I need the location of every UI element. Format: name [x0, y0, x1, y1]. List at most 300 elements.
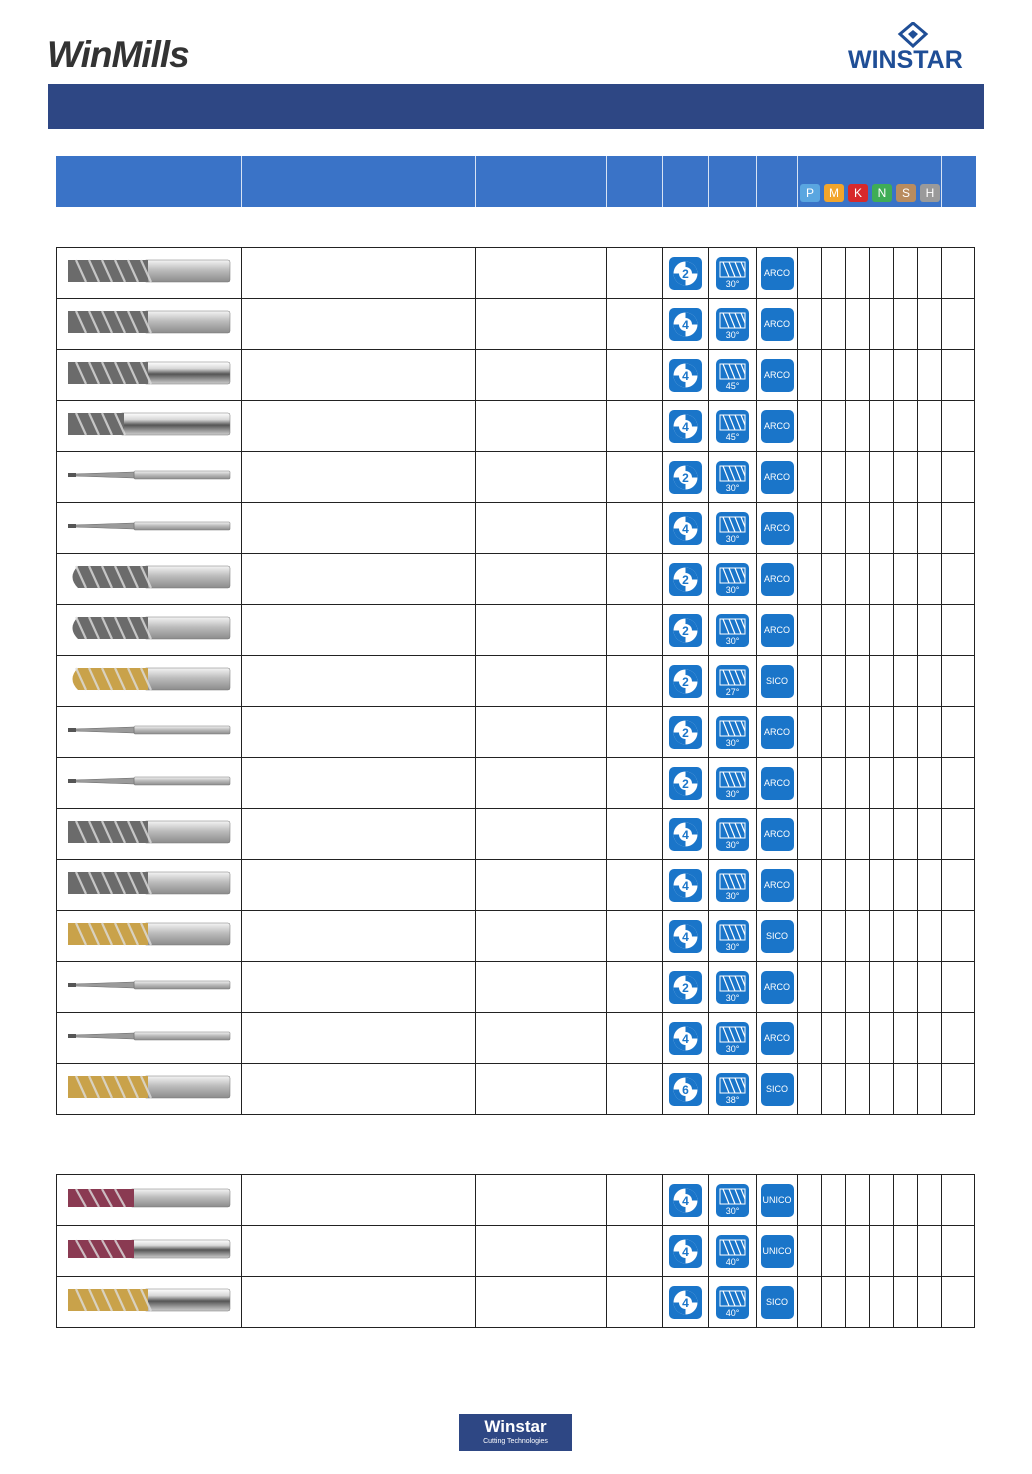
flute-cell [663, 1064, 709, 1115]
product-row [57, 248, 975, 299]
table-cell [607, 656, 663, 707]
table-cell [918, 860, 942, 911]
table-cell [894, 1175, 918, 1226]
flute-cell [663, 1277, 709, 1328]
table-cell [242, 248, 476, 299]
table-cell [894, 1277, 918, 1328]
table-cell [942, 1277, 975, 1328]
table-cell [846, 401, 870, 452]
table-cell [242, 860, 476, 911]
coating-label: ARCO [763, 624, 790, 635]
table-cell [476, 554, 607, 605]
table-cell [242, 1013, 476, 1064]
flute-count-icon [669, 257, 702, 290]
table-cell [846, 1226, 870, 1277]
coating-icon [761, 767, 794, 800]
table-cell [476, 1277, 607, 1328]
coating-icon [761, 257, 794, 290]
tool-image [57, 605, 242, 656]
product-row [57, 860, 975, 911]
table-cell [822, 860, 846, 911]
coating-label: ARCO [763, 981, 790, 992]
table-cell [798, 1013, 822, 1064]
flute-cell [663, 452, 709, 503]
table-cell [894, 503, 918, 554]
table-cell [846, 452, 870, 503]
flute-count: 2 [682, 470, 689, 485]
table-cell [918, 707, 942, 758]
coating-cell [757, 1175, 798, 1226]
table-cell [242, 1277, 476, 1328]
helix-angle-icon [716, 359, 749, 392]
flute-cell [663, 605, 709, 656]
product-row [57, 299, 975, 350]
product-row [57, 911, 975, 962]
flute-count-icon [669, 461, 702, 494]
coating-cell [757, 452, 798, 503]
table-cell [242, 1175, 476, 1226]
flute-cell [663, 962, 709, 1013]
table-cell [918, 656, 942, 707]
flute-cell [663, 554, 709, 605]
table-cell [822, 1064, 846, 1115]
table-cell [870, 503, 894, 554]
helix-angle: 30° [725, 584, 740, 595]
helix-angle-icon [716, 971, 749, 1004]
flute-count: 2 [682, 572, 689, 587]
table-cell [846, 707, 870, 758]
table-cell [894, 911, 918, 962]
table-cell [476, 248, 607, 299]
helix-cell [709, 350, 757, 401]
coating-icon [761, 716, 794, 749]
table-cell [476, 401, 607, 452]
flute-count-icon [669, 410, 702, 443]
tool-image [57, 452, 242, 503]
helix-angle: 30° [725, 329, 740, 340]
table-cell [242, 503, 476, 554]
product-row [57, 350, 975, 401]
coating-cell [757, 554, 798, 605]
table-cell [894, 299, 918, 350]
table-cell [942, 1064, 975, 1115]
coating-cell [757, 248, 798, 299]
table-cell [918, 809, 942, 860]
table-cell [798, 401, 822, 452]
coating-cell [757, 1064, 798, 1115]
table-cell [942, 1226, 975, 1277]
flute-count: 4 [682, 1295, 689, 1310]
table-cell [822, 1175, 846, 1226]
product-row [57, 809, 975, 860]
coating-cell [757, 809, 798, 860]
helix-cell [709, 1226, 757, 1277]
helix-angle-icon [716, 257, 749, 290]
flute-count: 4 [682, 1193, 689, 1208]
table-cell [870, 1013, 894, 1064]
helix-angle: 30° [725, 1205, 740, 1216]
tool-image [57, 503, 242, 554]
product-row [57, 758, 975, 809]
table-cell [476, 656, 607, 707]
table-cell [918, 452, 942, 503]
table-cell [242, 401, 476, 452]
flute-count-icon [669, 614, 702, 647]
helix-angle: 30° [725, 839, 740, 850]
table-cell [476, 503, 607, 554]
table-cell [798, 605, 822, 656]
helix-angle-icon [716, 767, 749, 800]
helix-angle-icon [716, 1022, 749, 1055]
table-cell [242, 452, 476, 503]
table-cell [607, 1064, 663, 1115]
helix-cell [709, 809, 757, 860]
table-cell [822, 962, 846, 1013]
flute-cell [663, 503, 709, 554]
table-cell [870, 707, 894, 758]
table-cell [242, 1064, 476, 1115]
coating-label: SICO [765, 1083, 788, 1094]
table-cell [798, 758, 822, 809]
table-cell [798, 809, 822, 860]
table-cell [870, 758, 894, 809]
table-cell [822, 503, 846, 554]
table-cell [870, 452, 894, 503]
table-cell [822, 809, 846, 860]
coating-icon [761, 563, 794, 596]
helix-cell [709, 503, 757, 554]
flute-count: 4 [682, 317, 689, 332]
table-cell [822, 452, 846, 503]
flute-count-icon [669, 1073, 702, 1106]
table-cell [918, 605, 942, 656]
helix-angle-icon [716, 920, 749, 953]
table-cell [846, 1013, 870, 1064]
table-cell [918, 1226, 942, 1277]
table-cell [918, 350, 942, 401]
table-cell [822, 401, 846, 452]
table-cell [798, 350, 822, 401]
coating-icon [761, 1184, 794, 1217]
flute-count-icon [669, 1235, 702, 1268]
table-cell [242, 911, 476, 962]
material-badge-k: K [848, 184, 868, 202]
table-cell [846, 554, 870, 605]
helix-cell [709, 605, 757, 656]
table-cell [242, 554, 476, 605]
table-cell [894, 758, 918, 809]
tool-image [57, 248, 242, 299]
coating-icon [761, 1073, 794, 1106]
table-cell [822, 911, 846, 962]
coating-icon [761, 1286, 794, 1319]
flute-count-icon [669, 971, 702, 1004]
table-cell [846, 248, 870, 299]
table-cell [846, 1064, 870, 1115]
table-cell [870, 1277, 894, 1328]
table-cell [822, 554, 846, 605]
helix-cell [709, 911, 757, 962]
product-row [57, 1277, 975, 1328]
table-cell [942, 248, 975, 299]
coating-label: ARCO [763, 318, 790, 329]
table-cell [607, 401, 663, 452]
helix-angle: 30° [725, 992, 740, 1003]
helix-angle-icon [716, 410, 749, 443]
coating-icon [761, 308, 794, 341]
table-cell [798, 1226, 822, 1277]
helix-angle-icon [716, 1184, 749, 1217]
table-cell [476, 707, 607, 758]
helix-cell [709, 656, 757, 707]
table-cell [607, 350, 663, 401]
table-cell [798, 248, 822, 299]
table-cell [822, 1277, 846, 1328]
table-cell [942, 707, 975, 758]
table-cell [607, 809, 663, 860]
helix-angle: 30° [725, 890, 740, 901]
helix-angle-icon [716, 461, 749, 494]
table-cell [846, 1175, 870, 1226]
table-cell [942, 299, 975, 350]
coating-icon [761, 665, 794, 698]
coating-label: ARCO [763, 471, 790, 482]
helix-cell [709, 962, 757, 1013]
table-cell [870, 1175, 894, 1226]
table-cell [918, 962, 942, 1013]
flute-count-icon [669, 869, 702, 902]
flute-count: 2 [682, 623, 689, 638]
flute-count-icon [669, 359, 702, 392]
helix-angle: 40° [725, 1256, 740, 1267]
coating-cell [757, 1277, 798, 1328]
footer-subtitle: Cutting Technologies [483, 1438, 548, 1445]
helix-cell [709, 1013, 757, 1064]
table-cell [476, 1226, 607, 1277]
table-cell [918, 911, 942, 962]
table-cell [894, 605, 918, 656]
helix-cell [709, 860, 757, 911]
table-cell [822, 758, 846, 809]
tool-image [57, 554, 242, 605]
flute-count-icon [669, 1184, 702, 1217]
table-cell [870, 554, 894, 605]
tool-image [57, 707, 242, 758]
table-cell [894, 1064, 918, 1115]
coating-icon [761, 1235, 794, 1268]
table-cell [870, 809, 894, 860]
table-cell [942, 605, 975, 656]
coating-icon [761, 818, 794, 851]
coating-icon [761, 359, 794, 392]
table-cell [870, 962, 894, 1013]
table-cell [798, 554, 822, 605]
flute-count-icon [669, 716, 702, 749]
coating-label: ARCO [763, 267, 790, 278]
table-cell [822, 248, 846, 299]
tool-image [57, 656, 242, 707]
table-cell [870, 656, 894, 707]
table-cell [607, 911, 663, 962]
table-cell [870, 350, 894, 401]
table-cell [870, 1226, 894, 1277]
product-row [57, 503, 975, 554]
table-cell [242, 962, 476, 1013]
table-cell [607, 452, 663, 503]
coating-icon [761, 920, 794, 953]
coating-label: UNICO [762, 1245, 792, 1256]
tool-image [57, 809, 242, 860]
table-cell [798, 707, 822, 758]
table-cell [870, 860, 894, 911]
table-cell [607, 860, 663, 911]
product-row [57, 962, 975, 1013]
flute-cell [663, 1175, 709, 1226]
flute-count: 4 [682, 1031, 689, 1046]
product-table-2 [56, 1174, 975, 1328]
helix-cell [709, 452, 757, 503]
flute-count: 4 [682, 521, 689, 536]
table-cell [918, 1064, 942, 1115]
table-cell [607, 605, 663, 656]
table-cell [918, 401, 942, 452]
table-cell [242, 605, 476, 656]
table-cell [918, 1277, 942, 1328]
tool-image [57, 860, 242, 911]
table-cell [242, 707, 476, 758]
table-cell [822, 350, 846, 401]
coating-cell [757, 1013, 798, 1064]
table-cell [607, 1175, 663, 1226]
table-cell [894, 350, 918, 401]
tool-image [57, 299, 242, 350]
table-cell [894, 962, 918, 1013]
coating-cell [757, 605, 798, 656]
helix-angle-icon [716, 665, 749, 698]
product-row [57, 554, 975, 605]
flute-count: 2 [682, 674, 689, 689]
flute-cell [663, 707, 709, 758]
diamond-logo-icon [896, 22, 930, 48]
coating-label: ARCO [763, 777, 790, 788]
flute-cell [663, 1226, 709, 1277]
table-cell [942, 656, 975, 707]
table-cell [607, 1013, 663, 1064]
table-cell [798, 656, 822, 707]
helix-angle: 27° [725, 686, 740, 697]
table-cell [918, 1013, 942, 1064]
table-cell [798, 1277, 822, 1328]
coating-label: ARCO [763, 726, 790, 737]
table-cell [894, 452, 918, 503]
coating-cell [757, 503, 798, 554]
product-row [57, 605, 975, 656]
tool-image [57, 401, 242, 452]
flute-cell [663, 860, 709, 911]
product-row [57, 401, 975, 452]
table-cell [918, 1175, 942, 1226]
coating-icon [761, 410, 794, 443]
coating-cell [757, 656, 798, 707]
table-cell [942, 1013, 975, 1064]
table-cell [798, 1064, 822, 1115]
coating-label: SICO [765, 1296, 788, 1307]
helix-cell [709, 299, 757, 350]
material-badge-n: N [872, 184, 892, 202]
product-row [57, 1013, 975, 1064]
table-cell [476, 758, 607, 809]
flute-cell [663, 656, 709, 707]
coating-label: ARCO [763, 828, 790, 839]
flute-cell [663, 401, 709, 452]
coating-label: SICO [765, 675, 788, 686]
helix-cell [709, 758, 757, 809]
coating-label: UNICO [762, 1194, 792, 1205]
table-cell [894, 860, 918, 911]
flute-count: 4 [682, 929, 689, 944]
table-cell [607, 707, 663, 758]
table-cell [607, 554, 663, 605]
coating-cell [757, 758, 798, 809]
table-cell [846, 911, 870, 962]
flute-count: 2 [682, 980, 689, 995]
table-cell [870, 248, 894, 299]
table-cell [942, 809, 975, 860]
table-cell [798, 503, 822, 554]
coating-label: ARCO [763, 879, 790, 890]
flute-count-icon [669, 767, 702, 800]
flute-count-icon [669, 1286, 702, 1319]
flute-cell [663, 248, 709, 299]
flute-count: 4 [682, 1244, 689, 1259]
table-cell [942, 1175, 975, 1226]
flute-count-icon [669, 308, 702, 341]
tool-image [57, 350, 242, 401]
flute-count: 4 [682, 878, 689, 893]
table-cell [846, 1277, 870, 1328]
product-row [57, 1226, 975, 1277]
winstar-logo [848, 22, 988, 72]
table-cell [870, 1064, 894, 1115]
table-cell [607, 248, 663, 299]
helix-cell [709, 248, 757, 299]
flute-cell [663, 809, 709, 860]
flute-count: 6 [682, 1082, 689, 1097]
table-cell [822, 1226, 846, 1277]
helix-angle: 45° [725, 431, 740, 442]
table-cell [918, 248, 942, 299]
table-cell [870, 605, 894, 656]
coating-icon [761, 614, 794, 647]
helix-angle-icon [716, 614, 749, 647]
table-cell [846, 350, 870, 401]
coating-label: SICO [765, 930, 788, 941]
helix-angle: 30° [725, 482, 740, 493]
helix-angle-icon [716, 1286, 749, 1319]
helix-angle: 30° [725, 533, 740, 544]
table-cell [798, 299, 822, 350]
table-cell [607, 1226, 663, 1277]
helix-cell [709, 554, 757, 605]
table-cell [822, 1013, 846, 1064]
table-cell [846, 605, 870, 656]
table-cell [846, 809, 870, 860]
flute-count-icon [669, 512, 702, 545]
title-banner [48, 84, 984, 129]
table-cell [846, 962, 870, 1013]
table-cell [942, 962, 975, 1013]
table-cell [476, 911, 607, 962]
